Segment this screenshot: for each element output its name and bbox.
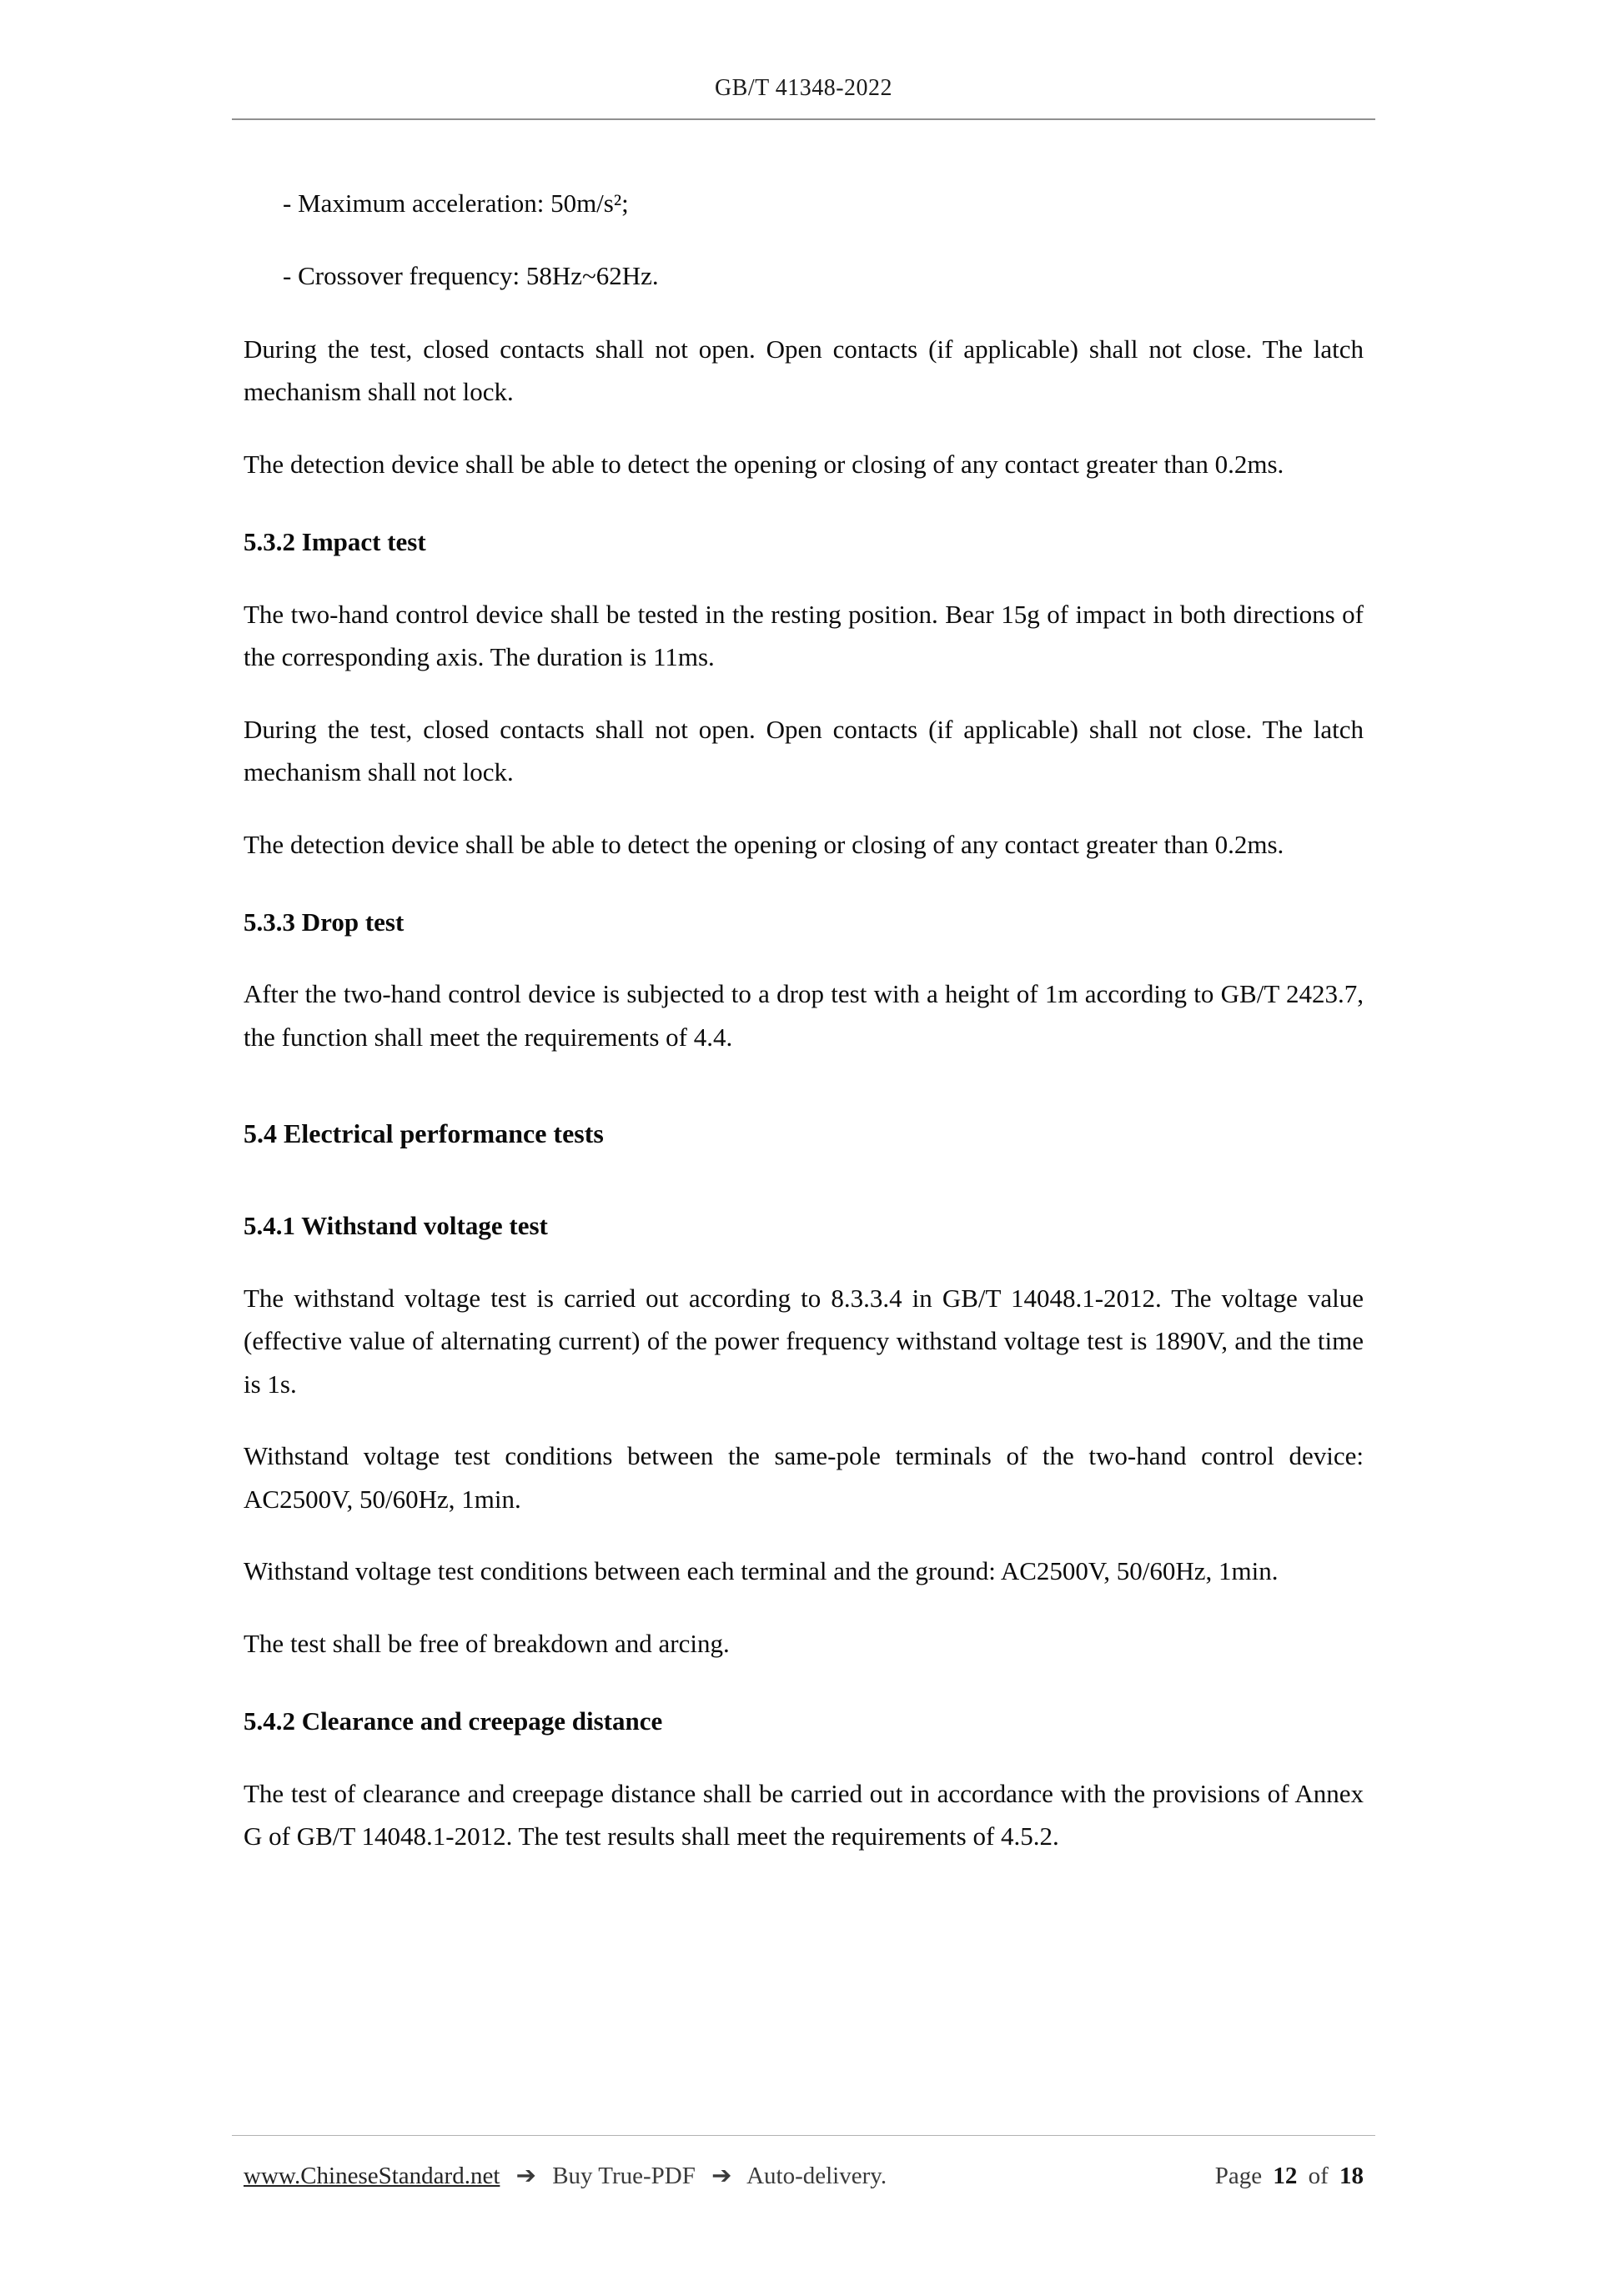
of-label: of [1308,2163,1329,2189]
heading-5-4-electrical-performance-tests: 5.4 Electrical performance tests [244,1118,604,1149]
heading-5-4-1-withstand-voltage-test: 5.4.1 Withstand voltage test [244,1211,548,1241]
paragraph-clearance-creepage-test: The test of clearance and creepage distance shall be carried out in accordance with the provisions of Annex G of GB/T 14048.1-2012. The test results shall meet the requirements of 4.5.2. [244,1778,1364,1851]
arrow-icon: ➔ [515,2163,536,2189]
paragraph-contacts-behavior-2: During the test, closed contacts shall not open. Open contacts (if applicable) shall not close. The latch mechanism shall not lock. [244,714,1364,787]
footer-buy-text: Buy True-PDF [552,2163,696,2189]
paragraph-detection-device: The detection device shall be able to detect the opening or closing of any contact greater than 0.2ms. [244,449,1284,479]
heading-5-3-3-drop-test: 5.3.3 Drop test [244,907,404,937]
heading-5-3-2-impact-test: 5.3.2 Impact test [244,527,426,557]
paragraph-impact-test-conditions: The two-hand control device shall be tested in the resting position. Bear 15g of impact in both directions of the corresponding axis. The duration is 11ms. [244,599,1364,672]
page-header [0,0,1623,120]
dash-list-item-max-acceleration: - Maximum acceleration: 50m/s²; [283,188,629,218]
footer-divider [232,2135,1375,2136]
standard-number-title: GB/T 41348-2022 [714,75,893,101]
document-body [0,120,1623,1857]
page-indicator [1210,2163,1364,2190]
page-label: Page [1214,2163,1263,2189]
paragraph-same-pole-terminals: Withstand voltage test conditions between the same-pole terminals of the two-hand control device: AC2500V, 50/60Hz, 1min. [244,1441,1364,1514]
heading-5-4-2-clearance-creepage: 5.4.2 Clearance and creepage distance [244,1706,663,1736]
arrow-icon: ➔ [711,2163,732,2189]
website-link[interactable]: www.ChineseStandard.net [244,2163,500,2189]
dash-list-item-crossover-frequency: - Crossover frequency: 58Hz~62Hz. [283,261,659,291]
paragraph-terminal-ground: Withstand voltage test conditions between each terminal and the ground: AC2500V, 50/60Hz, 1min. [244,1556,1279,1586]
paragraph-drop-test: After the two-hand control device is subjected to a drop test with a height of 1m according to GB/T 2423.7, the function shall meet the requirements of 4.4. [244,979,1364,1052]
paragraph-detection-device-2: The detection device shall be able to detect the opening or closing of any contact greater than 0.2ms. [244,829,1284,859]
paragraph-no-breakdown: The test shall be free of breakdown and arcing. [244,1628,730,1658]
footer-delivery-text: Auto-delivery. [746,2163,887,2189]
paragraph-withstand-voltage-method: The withstand voltage test is carried out according to 8.3.3.4 in GB/T 14048.1-2012. The voltage value (effective value of alternating current) of the power frequency withstand voltage test is 1890V, and the time is 1s. [244,1283,1364,1399]
page-footer [244,2135,1364,2190]
page-total-number: 18 [1339,2163,1364,2189]
footer-source-line [244,2161,887,2190]
page-current-number: 12 [1273,2163,1298,2189]
paragraph-contacts-behavior: During the test, closed contacts shall not open. Open contacts (if applicable) shall not close. The latch mechanism shall not lock. [244,334,1364,407]
